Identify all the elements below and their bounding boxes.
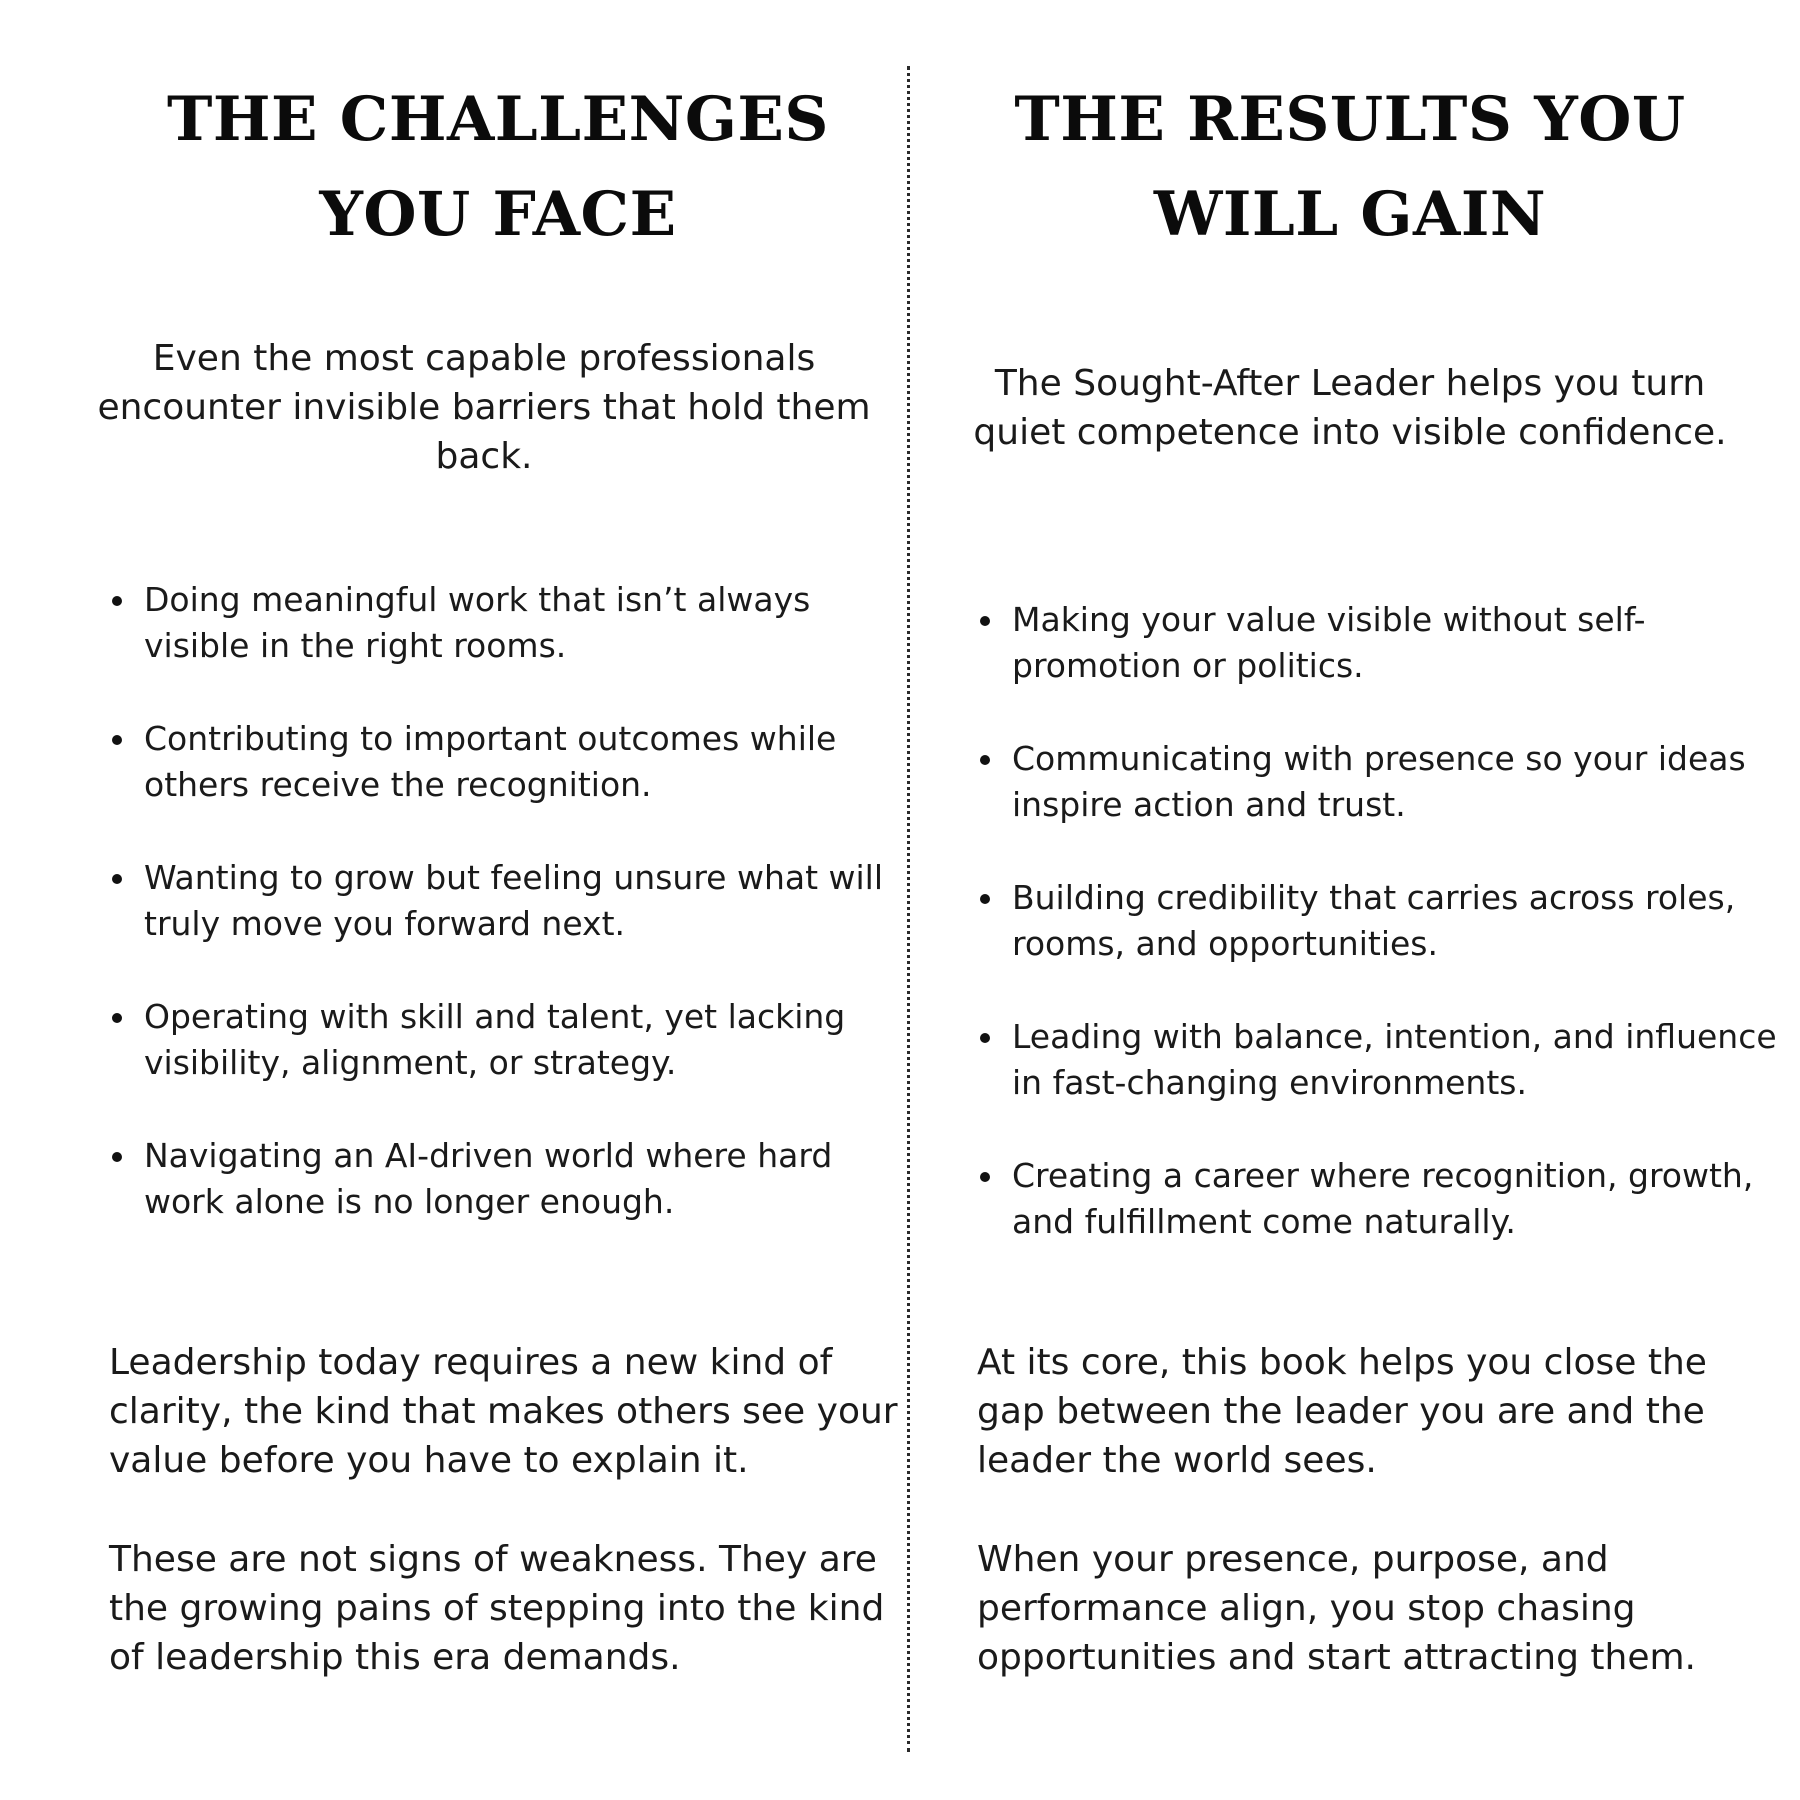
bullet-dot: [112, 735, 122, 745]
heading-line: THE RESULTS YOU: [1014, 84, 1686, 155]
challenges-paragraph-2: These are not signs of weakness. They are the growing pains of stepping into the kind of leadership this era demands.: [109, 1539, 885, 1678]
list-item: [980, 1014, 1790, 1106]
list-item-text: Building credibility that carries across roles, rooms, and opportunities.: [1012, 878, 1736, 963]
bullet-dot: [112, 1013, 122, 1023]
results-intro: The Sought-After Leader helps you turn quiet competence into visible confidence.: [973, 363, 1727, 453]
list-item: [112, 577, 892, 669]
results-heading: [910, 72, 1790, 262]
bullet-dot: [980, 1033, 990, 1043]
results-paragraph-2: When your presence, purpose, and performance align, you stop chasing opportunities and start attracting them.: [977, 1539, 1696, 1678]
challenges-heading: [80, 72, 916, 262]
challenges-intro: Even the most capable professionals encounter invisible barriers that hold them back.: [97, 338, 871, 477]
heading-line: WILL GAIN: [1153, 179, 1547, 250]
list-item-text: Creating a career where recognition, growth, and fulfillment come naturally.: [1012, 1156, 1754, 1241]
list-item-text: Communicating with presence so your ideas inspire action and trust.: [1012, 739, 1746, 824]
challenges-paragraph-1: Leadership today requires a new kind of clarity, the kind that makes others see your value before you have to explain it.: [109, 1342, 898, 1481]
list-item-text: Contributing to important outcomes while others receive the recognition.: [144, 719, 837, 804]
bullet-dot: [112, 874, 122, 884]
list-item-text: Navigating an AI-driven world where hard work alone is no longer enough.: [144, 1136, 833, 1221]
list-item-text: Leading with balance, intention, and influence in fast-changing environments.: [1012, 1017, 1777, 1102]
results-paragraph-1: At its core, this book helps you close the gap between the leader you are and the leader the world sees.: [977, 1342, 1707, 1481]
list-item-text: Making your value visible without self-promotion or politics.: [1012, 600, 1646, 685]
list-item: [980, 875, 1790, 967]
list-item-text: Doing meaningful work that isn’t always visible in the right rooms.: [144, 580, 811, 665]
list-item: [112, 994, 892, 1086]
results-list: [980, 597, 1790, 1245]
bullet-dot: [980, 894, 990, 904]
list-item: [112, 716, 892, 808]
heading-line: YOU FACE: [319, 179, 677, 250]
list-item-text: Wanting to grow but feeling unsure what will truly move you forward next.: [144, 858, 884, 943]
list-item: [980, 597, 1790, 689]
bullet-dot: [112, 1152, 122, 1162]
challenges-list: [112, 577, 892, 1225]
bullet-dot: [980, 616, 990, 626]
heading-line: THE CHALLENGES: [167, 84, 829, 155]
list-item: [980, 736, 1790, 828]
list-item: [980, 1153, 1790, 1245]
list-item: [112, 1133, 892, 1225]
bullet-dot: [112, 596, 122, 606]
bullet-dot: [980, 1172, 990, 1182]
bullet-dot: [980, 755, 990, 765]
list-item-text: Operating with skill and talent, yet lacking visibility, alignment, or strategy.: [144, 997, 846, 1082]
results-column: [910, 0, 1800, 1800]
list-item: [112, 855, 892, 947]
